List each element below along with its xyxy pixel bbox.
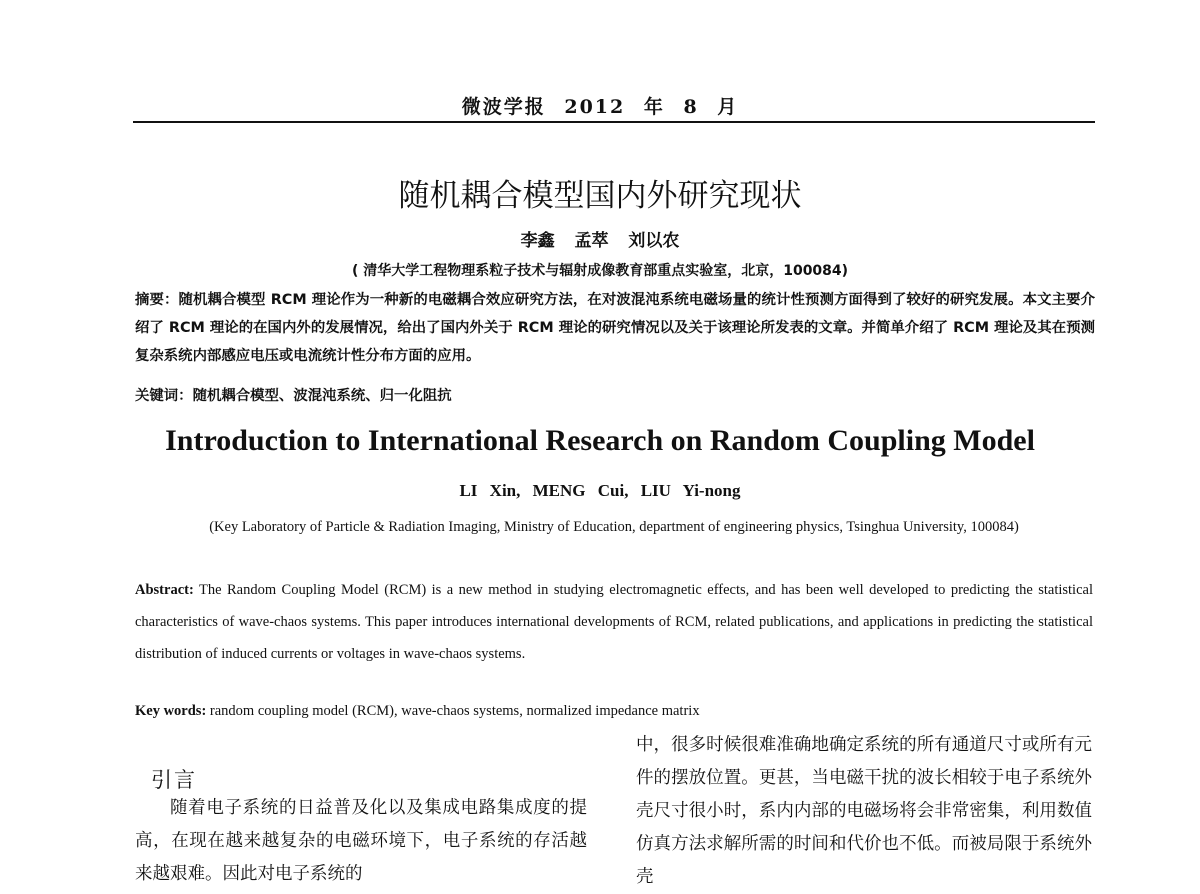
chinese-keywords-label: 关键词： — [135, 388, 193, 404]
chinese-title: 随机耦合模型国内外研究现状 — [398, 178, 802, 214]
chinese-affiliation: ( 清华大学工程物理系粒子技术与辐射成像教育部重点实验室，北京，100084) — [351, 263, 849, 279]
chinese-abstract-label: 摘要： — [135, 292, 179, 308]
english-title: Introduction to International Research on Random Coupling Model — [165, 424, 1035, 457]
chinese-authors: 李鑫 孟萃 刘以农 — [520, 231, 680, 251]
body-paragraph: 随着电子系统的日益普及化以及集成电路集成度的提高，在现在越来越复杂的电磁环境下，电子系统的存活越来越艰难。因此对电子系统的 — [135, 798, 587, 884]
section-heading-introduction: 引言 — [151, 768, 197, 792]
body-paragraph-continued: 中，很多时候很难准确地确定系统的所有通道尺寸或所有元件的摆放位置。更甚，当电磁干扰的波长相较于电子系统外壳尺寸很小时，系内内部的电磁场将会非常密集，利用数值仿真方法求解所需的时间和代价也不低。而被局限于系统外壳 — [636, 735, 1092, 887]
body-column-left — [135, 792, 587, 891]
issue-date: 2012 年 8 月 — [564, 96, 739, 118]
chinese-abstract — [135, 286, 1095, 370]
body-column-right — [636, 729, 1092, 894]
running-header — [0, 92, 1200, 119]
english-abstract-label: Abstract: — [135, 582, 194, 598]
chinese-keywords — [135, 384, 1095, 405]
header-rule — [133, 121, 1095, 123]
english-affiliation: (Key Laboratory of Particle & Radiation Imaging, Ministry of Education, department of engineering physics, Tsinghua University, 100084) — [209, 519, 1019, 535]
journal-name: 微波学报 — [461, 96, 546, 118]
english-keywords-text: random coupling model (RCM), wave-chaos systems, normalized impedance matrix — [209, 703, 700, 719]
english-authors: LI Xin, MENG Cui, LIU Yi-nong — [459, 481, 741, 500]
english-keywords — [135, 703, 1093, 720]
english-keywords-label: Key words: — [135, 703, 207, 719]
chinese-abstract-text: 随机耦合模型 RCM 理论作为一种新的电磁耦合效应研究方法，在对波混沌系统电磁场量的统计性预测方面得到了较好的研究发展。本文主要介绍了 RCM 理论的在国内外的发展情况，给出了国内外关于 RCM 理论的研究情况以及关于该理论所发表的文章。并简单介绍了 RCM 理论及其在预测复杂系统内部感应电压或电流统计性分布方面的应用。 — [135, 292, 1095, 364]
chinese-keywords-text: 随机耦合模型、波混沌系统、归一化阻抗 — [192, 388, 452, 404]
english-abstract — [135, 574, 1093, 670]
english-abstract-text: The Random Coupling Model (RCM) is a new method in studying electromagnetic effects, and has been well developed to predicting the statistical characteristics of wave-chaos systems. This paper introduces international developments of RCM, related publications, and applications in predicting the statistical distribution of induced currents or voltages in wave-chaos systems. — [135, 582, 1093, 662]
